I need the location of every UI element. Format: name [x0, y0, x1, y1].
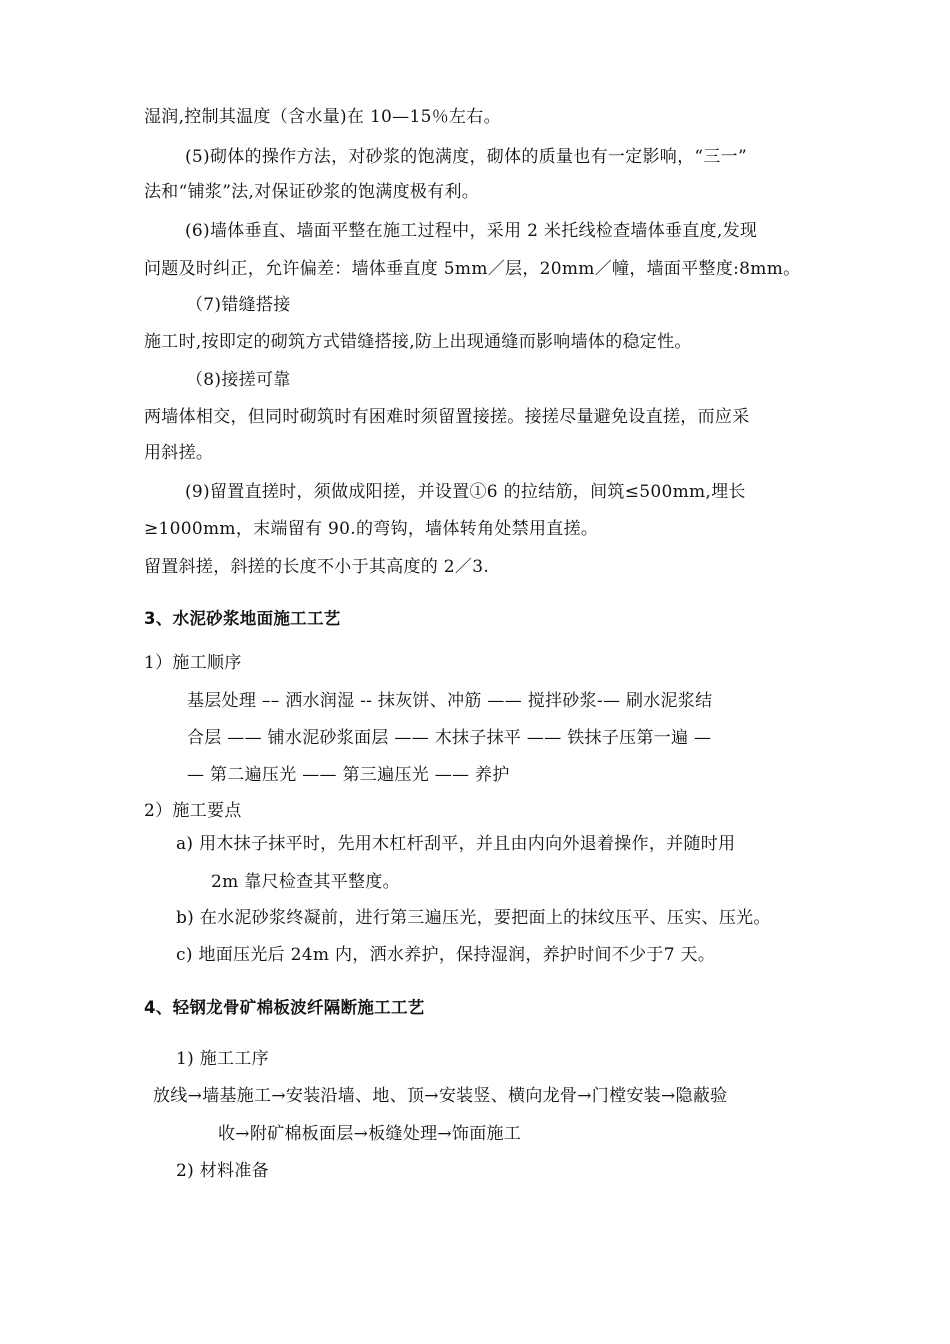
- paragraph-line: 法和“铺浆”法,对保证砂浆的饱满度极有利。: [144, 182, 480, 202]
- list-item-c: c) 地面压光后 24m 内，洒水养护，保持湿润，养护时间不少于7 天。: [176, 945, 716, 965]
- list-item-a: a) 用木抹子抹平时，先用木杠杆刮平，并且由内向外退着操作，并随时用: [176, 834, 736, 854]
- paragraph-line: 用斜搓。: [144, 443, 214, 463]
- subsection-heading: 1）施工顺序: [144, 653, 242, 673]
- list-item-a-cont: 2m 靠尺检查其平整度。: [211, 872, 400, 892]
- sequence-line: 合层 —— 铺水泥砂浆面层 —— 木抹子抹平 —— 铁抹子压第一遍 —: [187, 728, 712, 748]
- item-9-line: (9)留置直搓时，须做成阳搓，并设置①6 的拉结筋，间筑≤500mm,埋长: [185, 482, 746, 502]
- item-8-heading: （8)接搓可靠: [186, 370, 291, 390]
- item-6-line: (6)墙体垂直、墙面平整在施工过程中，采用 2 米托线检查墙体垂直度,发现: [185, 221, 758, 241]
- subsection-heading: 2) 材料准备: [176, 1161, 269, 1181]
- paragraph-line: 留置斜搓，斜搓的长度不小于其高度的 2／3.: [144, 557, 490, 577]
- subsection-heading: 1) 施工工序: [176, 1049, 269, 1069]
- sequence-line: — 第二遍压光 —— 第三遍压光 —— 养护: [187, 765, 510, 785]
- subsection-heading: 2）施工要点: [144, 801, 242, 821]
- paragraph-line: 问题及时纠正，允许偏差：墙体垂直度 5mm／层，20mm／幢，墙面平整度:8mm。: [144, 259, 801, 279]
- process-line: 放线→墙基施工→安装沿墙、地、顶→安装竖、横向龙骨→门樘安装→隐蔽验: [153, 1086, 728, 1106]
- section-4-heading: 4、轻钢龙骨矿棉板波纤隔断施工工艺: [144, 998, 425, 1017]
- item-7-heading: （7)错缝搭接: [186, 295, 291, 315]
- section-3-heading: 3、水泥砂浆地面施工工艺: [144, 609, 341, 628]
- paragraph-line: 湿润,控制其温度（含水量)在 10—15％左右。: [144, 107, 501, 127]
- item-5-line: (5)砌体的操作方法，对砂浆的饱满度，砌体的质量也有一定影响，“三一”: [185, 147, 747, 167]
- sequence-line: 基层处理 –– 洒水润湿 -- 抹灰饼、冲筋 —— 搅拌砂浆-— 刷水泥浆结: [187, 691, 713, 711]
- paragraph-line: ≥1000mm，末端留有 90.的弯钩，墙体转角处禁用直搓。: [144, 519, 599, 539]
- process-line: 收→附矿棉板面层→板缝处理→饰面施工: [218, 1124, 522, 1144]
- paragraph-line: 施工时,按即定的砌筑方式错缝搭接,防上出现通缝而影响墙体的稳定性。: [144, 332, 692, 352]
- list-item-b: b) 在水泥砂浆终凝前，进行第三遍压光，要把面上的抹纹压平、压实、压光。: [176, 908, 771, 928]
- paragraph-line: 两墙体相交，但同时砌筑时有困难时须留置接搓。接搓尽量避免设直搓，而应采: [144, 407, 750, 427]
